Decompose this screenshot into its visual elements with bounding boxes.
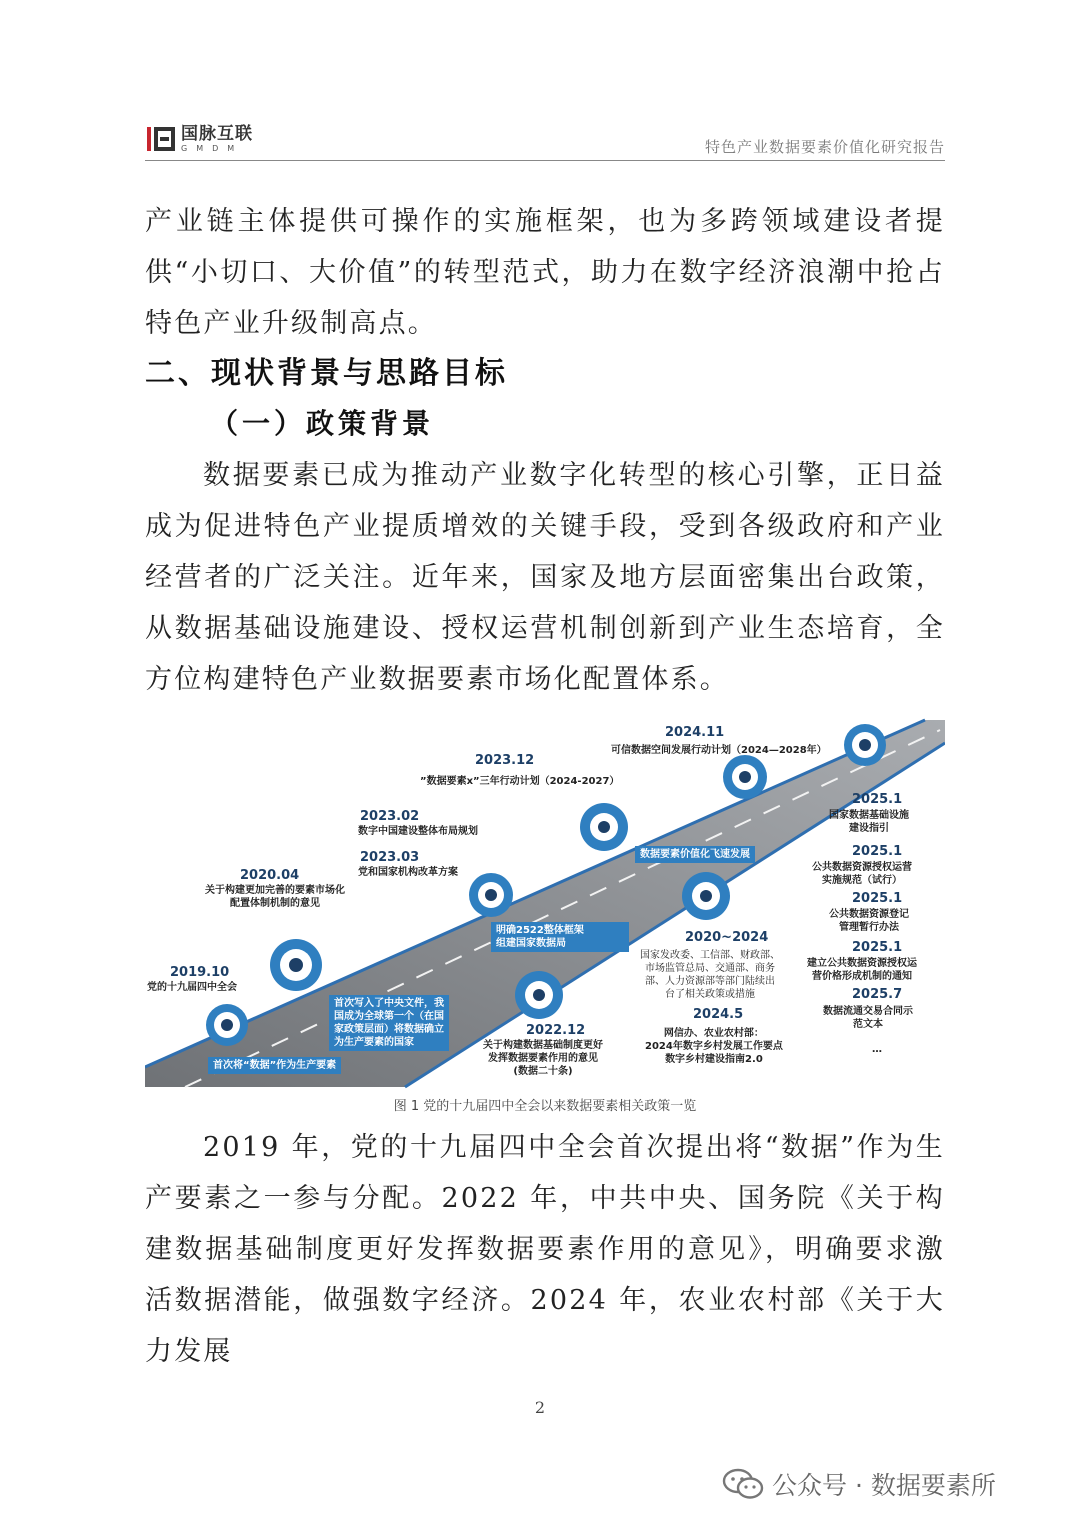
timeline-text: 国家发改委、工信部、财政部、 市场监管总局、交通部、商务 部、人力资源部等部门陆续出 台了相关政策或措施 bbox=[640, 950, 780, 1000]
report-title: 特色产业数据要素价值化研究报告 bbox=[704, 138, 945, 156]
logo-mark-icon bbox=[145, 124, 177, 154]
right-list-text: 公共数据资源登记 管理暂行办法 bbox=[829, 909, 909, 933]
right-list-text: 公共数据资源授权运营 实施规范（试行） bbox=[812, 862, 912, 886]
highlight-box: 首次写入了中央文件，我 国成为全球第一个（在国 家政策层面）将数据确立 为生产要素的国家 bbox=[329, 995, 449, 1051]
subsection-heading: （一）政策背景 bbox=[210, 407, 435, 440]
right-list-text: 国家数据基础设施 建设指引 bbox=[829, 810, 909, 834]
logo bbox=[145, 124, 253, 154]
page-header bbox=[145, 120, 945, 161]
page-number: 2 bbox=[534, 1398, 546, 1417]
timeline-text: 数字中国建设整体布局规划 bbox=[358, 826, 478, 837]
footer-text: 公众号 · 数据要素所 bbox=[772, 1471, 996, 1500]
timeline-year: 2024.5 bbox=[693, 1007, 744, 1022]
timeline-text: 关于构建更加完善的要素市场化 配置体制机制的意见 bbox=[205, 885, 345, 909]
right-list-text: 建立公共数据资源授权运 营价格形成机制的通知 bbox=[807, 958, 917, 982]
timeline-year: 2023.03 bbox=[360, 850, 420, 865]
timeline-text: ”数据要素x”三年行动计划（2024-2027） bbox=[420, 776, 620, 787]
highlight-box: 首次将“数据”作为生产要素 bbox=[208, 1057, 341, 1074]
pin-icon bbox=[682, 872, 730, 920]
timeline-year: 2023.02 bbox=[360, 809, 420, 824]
wechat-footer bbox=[722, 1466, 996, 1502]
logo-name-cn: 国脉互联 bbox=[181, 123, 253, 144]
timeline-text: 关于构建数据基础制度更好 发挥数据要素作用的意见 (数据二十条) bbox=[483, 1040, 603, 1077]
logo-name-en: GMDM bbox=[181, 143, 244, 153]
timeline-text: 可信数据空间发展行动计划（2024—2028年） bbox=[611, 745, 827, 756]
timeline-year: 2023.12 bbox=[475, 753, 535, 768]
timeline-text: 党和国家机构改革方案 bbox=[358, 867, 458, 878]
figure-caption: 图 1 党的十九届四中全会以来数据要素相关政策一览 bbox=[393, 1099, 697, 1114]
right-list-year: 2025.1 bbox=[852, 940, 903, 955]
right-list-text: 数据流通交易合同示 范文本 bbox=[823, 1006, 913, 1030]
paragraph-3: 2019 年，党的十九届四中全会首次提出将“数据”作为生产要素之一参与分配。2022 年，中共中央、国务院《关于构建数据基础制度更好发挥数据要素作用的意见》，明确要求激活数据潜能，做强数字经济。2024 年，农业农村部《关于大力发展 bbox=[145, 1132, 945, 1367]
pin-icon bbox=[844, 724, 886, 766]
wechat-icon bbox=[722, 1467, 764, 1501]
timeline-year: 2019.10 bbox=[170, 965, 230, 980]
highlight-box: 明确2522整体框架 组建国家数据局 bbox=[491, 922, 629, 952]
pin-icon bbox=[515, 971, 563, 1019]
timeline-text: 网信办、农业农村部： 2024年数字乡村发展工作要点 数字乡村建设指南2.0 bbox=[645, 1028, 783, 1065]
right-list-year: 2025.7 bbox=[852, 987, 903, 1002]
pin-icon bbox=[469, 873, 513, 917]
pin-icon bbox=[580, 803, 628, 851]
paragraph-1: 产业链主体提供可操作的实施框架，也为多跨领域建设者提供“小切口、大价值”的转型范式，助力在数字经济浪潮中抢占特色产业升级制高点。 bbox=[145, 206, 945, 339]
right-list-year: 2025.1 bbox=[852, 891, 903, 906]
right-list-ellipsis: … bbox=[872, 1044, 882, 1055]
highlight-box: 数据要素价值化飞速发展 bbox=[635, 846, 755, 863]
right-list-year: 2025.1 bbox=[852, 792, 903, 807]
pin-icon bbox=[206, 1004, 248, 1046]
pin-icon bbox=[723, 755, 767, 799]
section-heading: 二、现状背景与思路目标 bbox=[145, 356, 508, 391]
timeline-year: 2022.12 bbox=[526, 1023, 586, 1038]
right-list-year: 2025.1 bbox=[852, 844, 903, 859]
paragraph-2: 数据要素已成为推动产业数字化转型的核心引擎，正日益成为促进特色产业提质增效的关键手段，受到各级政府和产业经营者的广泛关注。近年来，国家及地方层面密集出台政策，从数据基础设施建设、授权运营机制创新到产业生态培育，全方位构建特色产业数据要素市场化配置体系。 bbox=[145, 460, 945, 695]
timeline-year: 2020.04 bbox=[240, 868, 300, 883]
timeline-year: 2020~2024 bbox=[685, 930, 769, 945]
policy-timeline-figure bbox=[145, 715, 945, 1090]
timeline-year: 2024.11 bbox=[665, 725, 725, 740]
timeline-text: 党的十九届四中全会 bbox=[147, 982, 237, 993]
pin-icon bbox=[270, 939, 322, 991]
